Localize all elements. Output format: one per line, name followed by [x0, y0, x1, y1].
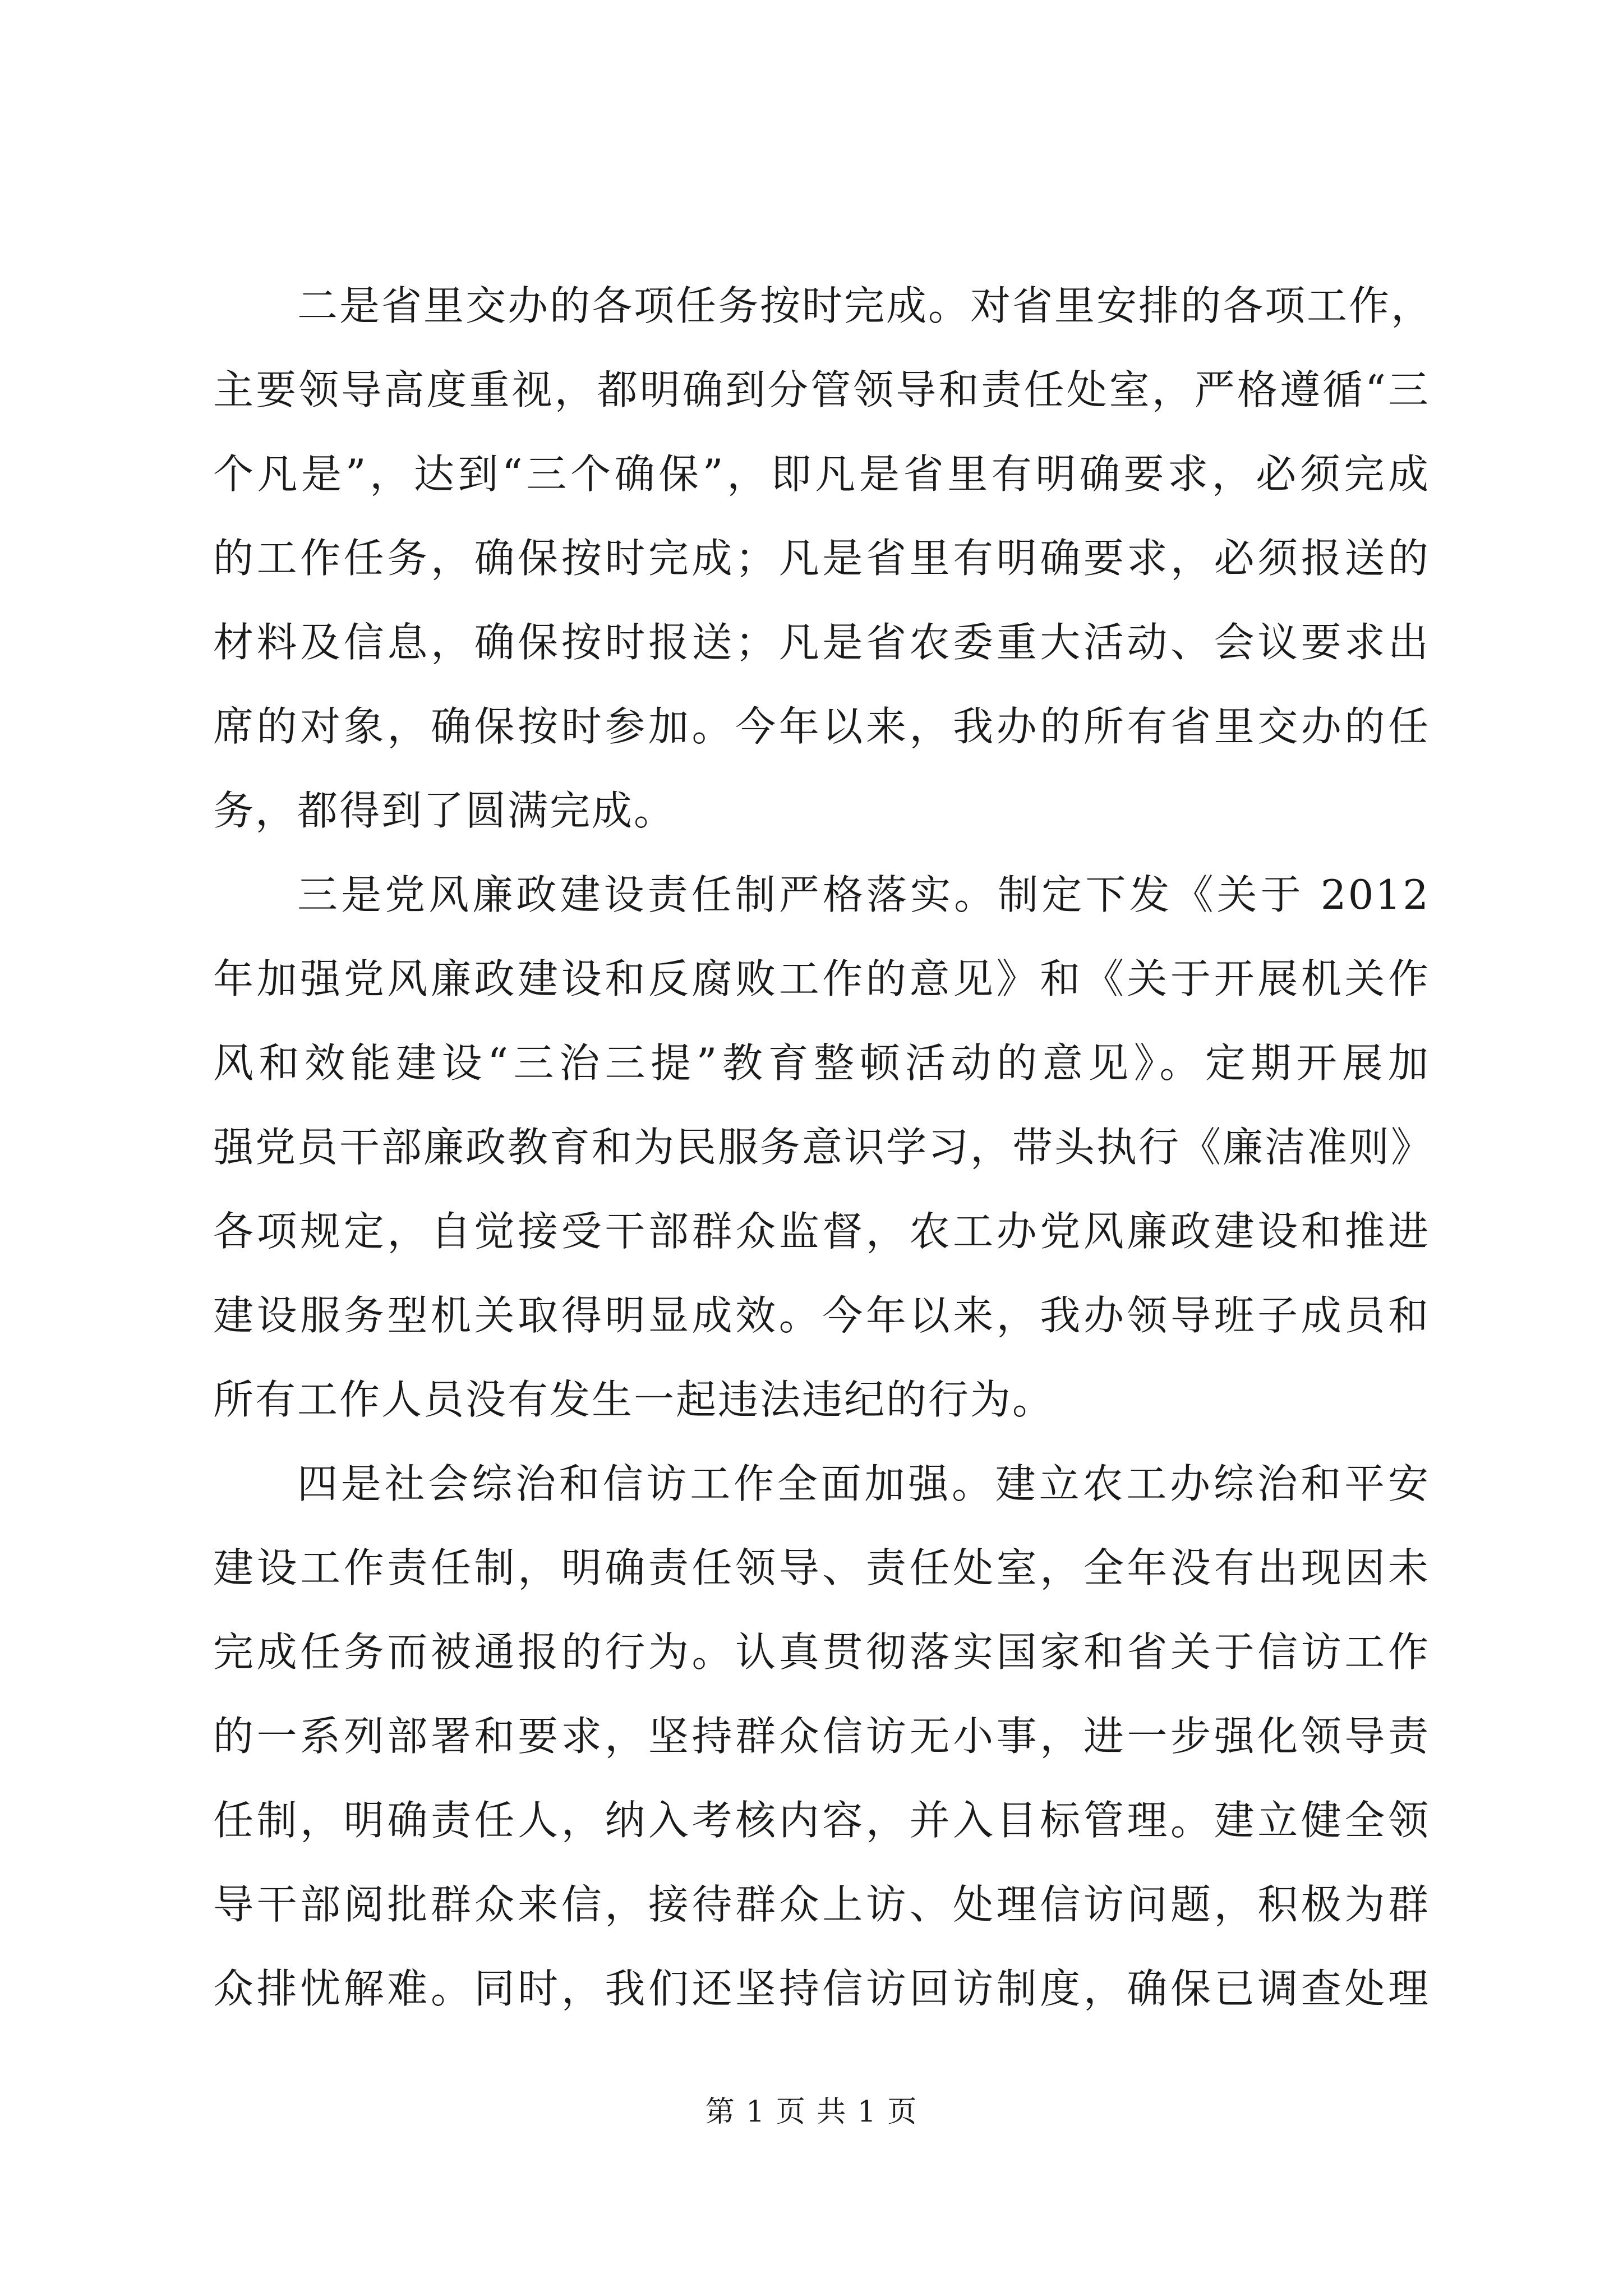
text-line: 的工作任务，确保按时完成；凡是省里有明确要求，必须报送的 — [213, 535, 1430, 582]
text-line: 三是党风廉政建设责任制严格落实。制定下发《关于 2012 — [297, 871, 1430, 918]
text-line: 主要领导高度重视，都明确到分管领导和责任处室，严格遵循“三 — [213, 366, 1430, 413]
text-line: 四是社会综治和信访工作全面加强。建立农工办综治和平安 — [297, 1460, 1430, 1507]
text-line: 各项规定，自觉接受干部群众监督，农工办党风廉政建设和推进 — [213, 1208, 1430, 1255]
text-line: 建设工作责任制，明确责任领导、责任处室，全年没有出现因未 — [213, 1544, 1430, 1591]
text-line: 众排忧解难。同时，我们还坚持信访回访制度，确保已调查处理 — [213, 1965, 1430, 2012]
text-line: 风和效能建设“三治三提”教育整顿活动的意见》。定期开展加 — [213, 1039, 1430, 1087]
text-line: 完成任务而被通报的行为。认真贯彻落实国家和省关于信访工作 — [213, 1628, 1430, 1676]
paragraph-task-completion — [213, 264, 1433, 853]
text-line: 任制，明确责任人，纳入考核内容，并入目标管理。建立健全领 — [213, 1797, 1430, 1844]
paragraph-public-security-petitions — [213, 1442, 1430, 2031]
text-line: 年加强党风廉政建设和反腐败工作的意见》和《关于开展机关作 — [213, 955, 1430, 1002]
text-line: 导干部阅批群众来信，接待群众上访、处理信访问题，积极为群 — [213, 1881, 1430, 1928]
document-body — [213, 264, 1433, 2031]
page-number-footer: 第 1 页 共 1 页 — [705, 2095, 918, 2129]
text-line: 务，都得到了圆满完成。 — [213, 787, 676, 834]
text-line: 强党员干部廉政教育和为民服务意识学习，带头执行《廉洁准则》 — [213, 1124, 1433, 1171]
text-line: 建设服务型机关取得明显成效。今年以来，我办领导班子成员和 — [213, 1292, 1430, 1339]
text-line: 的一系列部署和要求，坚持群众信访无小事，进一步强化领导责 — [213, 1713, 1430, 1760]
text-line: 席的对象，确保按时参加。今年以来，我办的所有省里交办的任 — [213, 703, 1430, 750]
text-line: 所有工作人员没有发生一起违法违纪的行为。 — [213, 1376, 1055, 1423]
paragraph-party-conduct — [213, 853, 1433, 1442]
text-line: 二是省里交办的各项任务按时完成。对省里安排的各项工作， — [297, 282, 1433, 329]
text-line: 个凡是”，达到“三个确保”，即凡是省里有明确要求，必须完成 — [213, 450, 1430, 498]
text-line: 材料及信息，确保按时报送；凡是省农委重大活动、会议要求出 — [213, 619, 1430, 666]
